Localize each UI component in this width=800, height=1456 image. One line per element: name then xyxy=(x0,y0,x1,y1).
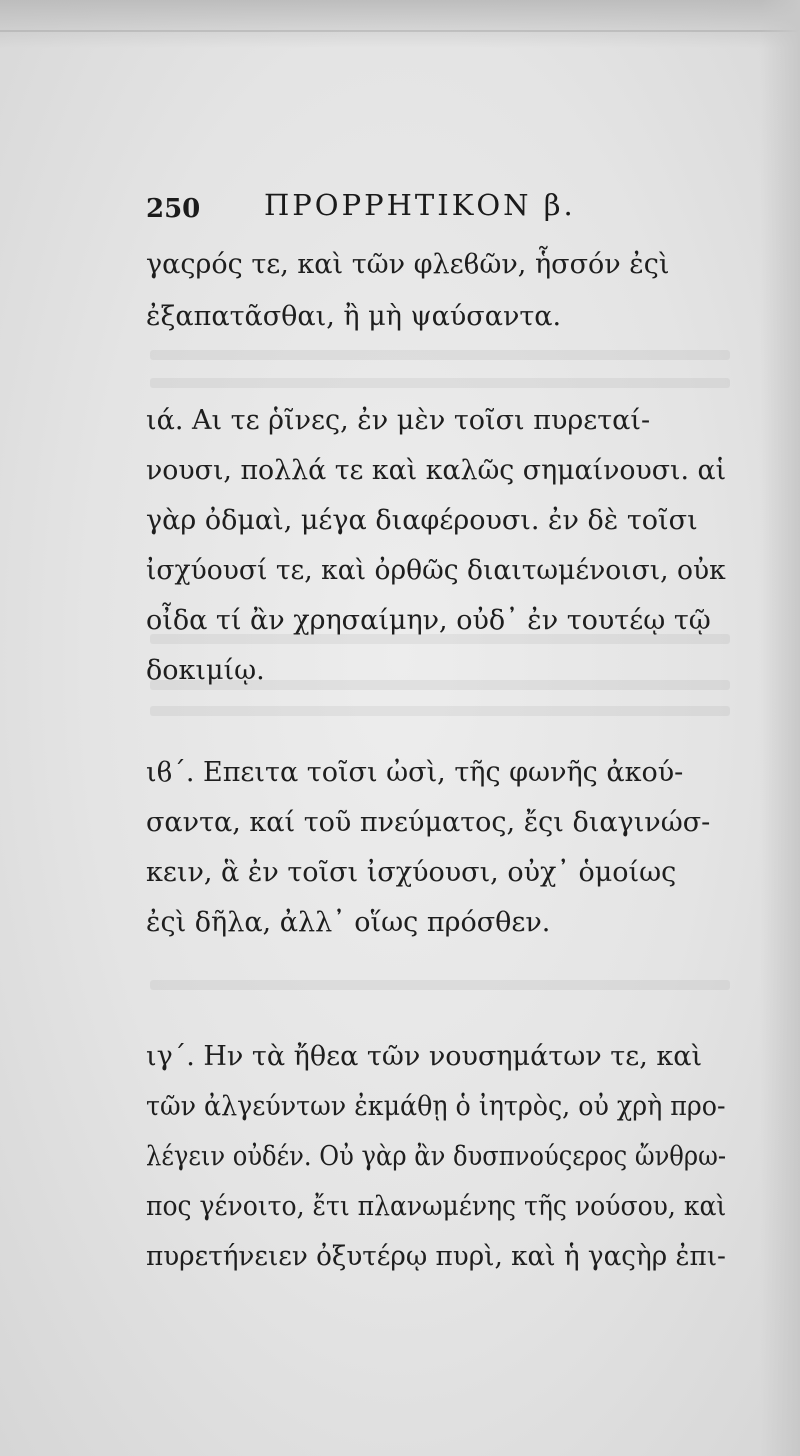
show-through-line xyxy=(150,980,730,990)
running-header xyxy=(146,188,616,232)
text-line: ἰσχύουσί τε, καὶ ὀρθῶς διαιτωμένοισι, οὐκ xyxy=(146,555,726,586)
text-line: γαςρός τε, καὶ τῶν φλεϐῶν, ἧσσόν ἐςὶ xyxy=(146,249,670,280)
show-through-line xyxy=(150,350,730,360)
text-line: ιϐ΄. Επειτα τοῖσι ὠσὶ, τῆς φωνῆς ἀκού- xyxy=(146,757,684,788)
text-line: νουσι, πολλά τε καὶ καλῶς σημαίνουσι. αἱ xyxy=(146,455,727,486)
show-through-line xyxy=(150,378,730,388)
text-line: ιγ΄. Ην τὰ ἤθεα τῶν νουσημάτων τε, καὶ xyxy=(146,1041,703,1072)
text-line: οἶδα τί ἂν χρησαίμην, οὐδ᾽ ἐν τουτέῳ τῷ xyxy=(146,605,711,636)
running-title: ΠΡΟΡΡΗΤΙΚΟΝ β. xyxy=(264,188,576,222)
text-line: τῶν ἀλγεύντων ἐκμάθῃ ὁ ἰητρὸς, οὐ χρὴ προ- xyxy=(146,1091,726,1122)
text-line: κειν, ἃ ἐν τοῖσι ἰσχύουσι, οὐχ᾽ ὁμοίως xyxy=(146,857,677,888)
text-line: δοκιμίῳ. xyxy=(146,655,265,686)
text-line: σαντα, καί τοῦ πνεύματος, ἔςι διαγινώσ- xyxy=(146,807,711,838)
text-line: ἐςὶ δῆλα, ἀλλ᾽ οἵως πρόσθεν. xyxy=(146,907,551,938)
text-line: ιά. Αι τε ῥῖνες, ἐν μὲν τοῖσι πυρεταί- xyxy=(146,405,651,436)
text-line: λέγειν οὐδέν. Οὐ γὰρ ἂν δυσπνούςερος ὤνθρω- xyxy=(146,1141,727,1172)
page-top-shadow xyxy=(0,0,800,48)
text-line: γὰρ ὀδμαὶ, μέγα διαφέρουσι. ἐν δὲ τοῖσι xyxy=(146,505,698,536)
show-through-line xyxy=(150,706,730,716)
page-right-shadow xyxy=(760,0,800,1456)
text-line: πυρετήνειεν ὀξυτέρῳ πυρὶ, καὶ ἡ γαςὴρ ἐπι- xyxy=(146,1241,726,1272)
text-line: πος γένοιτο, ἔτι πλανωμένης τῆς νούσου, καὶ xyxy=(146,1191,727,1222)
page-number: 250 xyxy=(146,194,201,224)
text-line: ἐξαπατᾶσθαι, ἢ μὴ ψαύσαντα. xyxy=(146,301,562,332)
page-crease xyxy=(0,30,800,32)
